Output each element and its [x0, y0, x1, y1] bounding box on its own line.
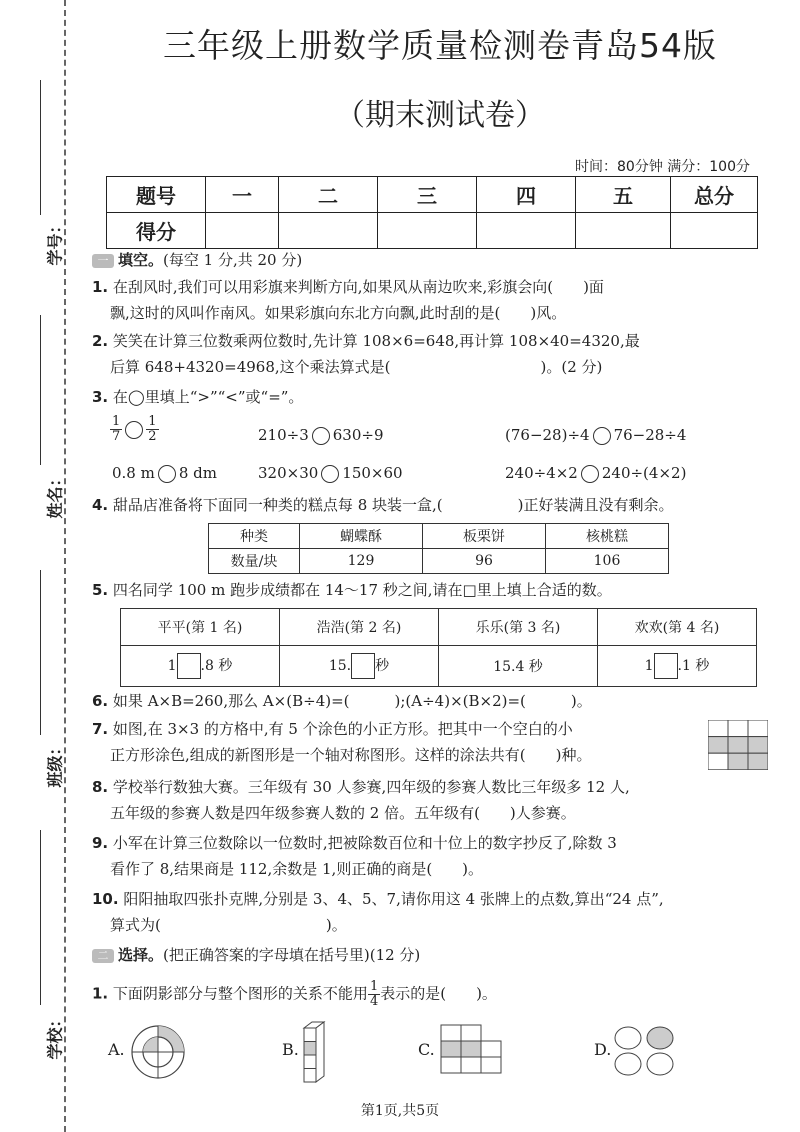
compare-circle[interactable] [593, 427, 611, 445]
fraction: $\frac{1}{2}$ [148, 414, 157, 444]
compare-item: 210÷3 630÷9 [258, 426, 384, 444]
compare-circle[interactable] [312, 427, 330, 445]
compare-item: 240÷4×2 240÷(4×2) [505, 464, 687, 482]
grid-3x3-figure [708, 720, 768, 770]
score-header-cell: 四 [477, 177, 576, 213]
student-id-field[interactable] [14, 80, 65, 266]
option-d-figure [612, 1024, 678, 1080]
compare-fraction-row [110, 415, 159, 444]
option-d[interactable]: D. [594, 1040, 612, 1059]
class-label: 班级： [45, 739, 65, 788]
question-10: 10. 阳阳抽取四张扑克牌,分别是 3、4、5、7,请你用这 4 张牌上的点数,算出“24 点”, 算式为( )。 [92, 890, 664, 934]
time-info: 时间：80分钟 满分：100分 [575, 159, 750, 175]
choice-question-1: 1. 下面阴影部分与整个图形的关系不能用 $\frac{1}{4}$ 表示的是( )。 [92, 979, 497, 1009]
score-row-label: 得分 [107, 213, 206, 249]
question-8: 8. 学校举行数独大赛。三年级有 30 人参赛,四年级的参赛人数比三年级多 12 人, 五年级的参赛人数是四年级参赛人数的 2 倍。五年级有( )人参赛。 [92, 778, 630, 822]
question-1: 1. 在刮风时,我们可以用彩旗来判断方向,如果风从南边吹来,彩旗会向( )面 飘,这时的风叫作南风。如果彩旗向东北方向飘,此时刮的是( )风。 [92, 278, 604, 322]
question-3: 3. 在◯里填上“>”“<”或“=”。 [92, 388, 304, 406]
compare-circle[interactable] [321, 465, 339, 483]
compare-circle[interactable] [125, 421, 143, 439]
question-5: 5. 四名同学 100 m 跑步成绩都在 14～17 秒之间,请在□里上填上合适的数。 [92, 581, 612, 599]
section-badge: 一 [92, 254, 114, 268]
option-a-figure [130, 1024, 186, 1080]
digit-box[interactable] [177, 653, 201, 679]
cake-table: 种类 蝴蝶酥 板栗饼 核桃糕 数量/块 129 96 106 [208, 523, 669, 574]
section-title: 填空。 [118, 251, 164, 269]
name-label: 姓名： [45, 470, 65, 519]
section-title: 选择。 [118, 946, 164, 964]
score-input-cell[interactable] [378, 213, 477, 249]
compare-circle[interactable] [581, 465, 599, 483]
compare-circle[interactable] [158, 465, 176, 483]
section-badge: 二 [92, 949, 114, 963]
question-2: 2. 笑笑在计算三位数乘两位数时,先计算 108×6=648,再计算 108×40=4320,最 后算 648+4320=4968,这个乘法算式是( )。(2 分) [92, 332, 640, 376]
option-a[interactable]: A. [108, 1040, 125, 1059]
fraction: $\frac{1}{7}$ [112, 414, 121, 444]
score-header-cell: 二 [279, 177, 378, 213]
score-header-cell: 总分 [671, 177, 758, 213]
page-footer: 第1页,共5页 [360, 1103, 440, 1119]
run-table: 平平(第 1 名) 浩浩(第 2 名) 乐乐(第 3 名) 欢欢(第 4 名) 1 .8 秒 15. 秒 15.4 秒 1 .1 秒 [120, 608, 757, 687]
score-header-cell: 五 [576, 177, 671, 213]
section-2-heading [92, 944, 420, 965]
score-input-cell[interactable] [576, 213, 671, 249]
question-9: 9. 小军在计算三位数除以一位数时,把被除数百位和十位上的数字抄反了,除数 3 看作了 8,结果商是 112,余数是 1,则正确的商是( )。 [92, 834, 617, 878]
school-field[interactable] [14, 830, 65, 1060]
class-field[interactable] [14, 570, 65, 790]
digit-box[interactable] [654, 653, 678, 679]
page-subtitle: （期末测试卷） [335, 98, 545, 133]
score-input-cell[interactable] [477, 213, 576, 249]
question-6: 6. 如果 A×B=260,那么 A×(B÷4)=( );(A÷4)×(B×2)=( )。 [92, 692, 592, 710]
school-label: 学校： [45, 1011, 65, 1060]
compare-item: (76−28)÷4 76−28÷4 [505, 426, 687, 444]
score-header-cell: 题号 [107, 177, 206, 213]
cut-line [64, 0, 66, 1132]
score-input-cell[interactable] [206, 213, 279, 249]
compare-item: 320×30 150×60 [258, 464, 403, 482]
name-field[interactable] [14, 315, 65, 519]
question-7: 7. 如图,在 3×3 的方格中,有 5 个涂色的小正方形。把其中一个空白的小 正方形涂色,组成的新图形是一个轴对称图形。这样的涂法共有( )种。 [92, 720, 592, 764]
section-note: (把正确答案的字母填在括号里)(12 分) [163, 946, 421, 964]
score-header-cell: 三 [378, 177, 477, 213]
question-4: 4. 甜品店准备将下面同一种类的糕点每 8 块装一盒,( )正好装满且没有剩余。 [92, 496, 674, 514]
score-input-cell[interactable] [279, 213, 378, 249]
student-id-label: 学号： [45, 217, 65, 266]
score-input-cell[interactable] [671, 213, 758, 249]
option-b-figure [300, 1020, 328, 1084]
score-table [106, 176, 758, 249]
binding-margin [0, 0, 80, 1132]
option-b[interactable]: B. [282, 1040, 299, 1059]
section-note: (每空 1 分,共 20 分) [163, 251, 303, 269]
section-1-heading [92, 249, 302, 270]
page-title: 三年级上册数学质量检测卷青岛54版 [163, 26, 717, 65]
score-header-cell: 一 [206, 177, 279, 213]
option-c[interactable]: C. [418, 1040, 435, 1059]
option-c-figure [440, 1024, 502, 1076]
digit-box[interactable] [351, 653, 375, 679]
compare-item: 0.8 m 8 dm [112, 464, 217, 482]
